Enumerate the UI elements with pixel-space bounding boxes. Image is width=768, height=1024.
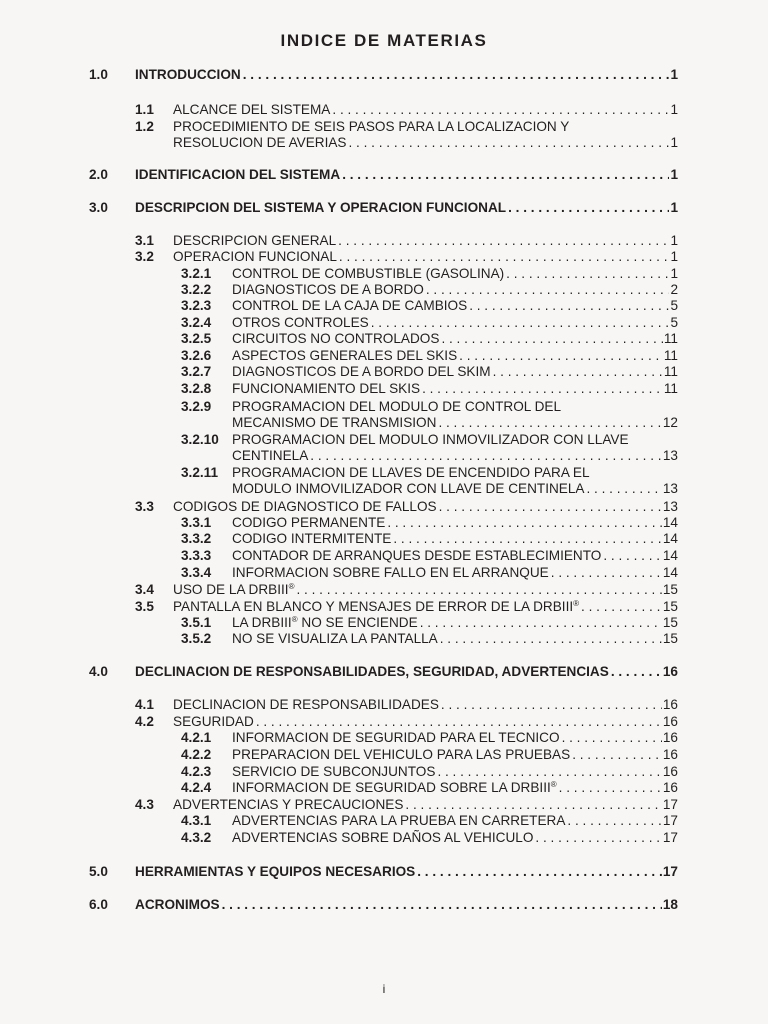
dot-leader: [440, 630, 662, 647]
toc-entry-title: OPERACION FUNCIONAL: [173, 249, 337, 264]
toc-entry-title: INFORMACION DE SEGURIDAD SOBRE LA DRBIII®: [232, 780, 557, 795]
toc-entry-number: 3.5: [135, 599, 154, 614]
toc-entry-line: [232, 829, 678, 846]
toc-entry-line: [173, 232, 678, 249]
toc-entry-title: ADVERTENCIAS SOBRE DAÑOS AL VEHICULO: [232, 830, 534, 845]
toc-entry-number: 3.3: [135, 499, 154, 514]
toc-entry-line: [232, 330, 678, 347]
toc-entry-page: 1: [670, 167, 678, 182]
toc-entry-page: 14: [662, 515, 678, 530]
dot-leader: [339, 248, 670, 265]
dot-leader: [611, 663, 662, 680]
toc-entry-page: 11: [663, 364, 678, 379]
toc-entry-line: [173, 796, 678, 813]
toc-entry-line: [232, 729, 678, 746]
toc-entry-page: 17: [662, 797, 678, 812]
toc-entry-page: 13: [662, 499, 678, 514]
toc-entry-line: [232, 281, 678, 298]
toc-entry-line: [135, 66, 678, 83]
toc-entry-number: 4.2.3: [181, 764, 212, 779]
toc-entry-number: 5.0: [89, 864, 108, 879]
toc-entry-title: CIRCUITOS NO CONTROLADOS: [232, 331, 440, 346]
toc-entry-title: PANTALLA EN BLANCO Y MENSAJES DE ERROR DE LA DRBIII®: [173, 599, 580, 614]
toc-entry-page: 2: [670, 282, 678, 297]
toc-entry-line: [135, 896, 678, 913]
toc-entry-number: 4.3: [135, 797, 154, 812]
toc-entry-number: 4.1: [135, 697, 154, 712]
toc-entry-title: DECLINACION DE RESPONSABILIDADES, SEGURIDAD, ADVERTENCIAS: [135, 664, 609, 679]
toc-entry-page: 14: [662, 531, 678, 546]
dot-leader: [439, 498, 662, 515]
toc-entry-title: ALCANCE DEL SISTEMA: [173, 102, 331, 117]
toc-entry-title-continued: MODULO INMOVILIZADOR CON LLAVE DE CENTINELA: [232, 481, 585, 496]
toc-entry-page: 16: [662, 730, 678, 745]
toc-entry-page: 1: [670, 249, 678, 264]
dot-leader: [506, 265, 669, 282]
toc-entry-title: ADVERTENCIAS PARA LA PRUEBA EN CARRETERA: [232, 813, 566, 828]
dot-leader: [572, 746, 662, 763]
toc-entry-page: 15: [662, 599, 678, 614]
toc-entry-number: 1.0: [89, 67, 108, 82]
dot-leader: [243, 66, 670, 83]
toc-entry-line: [232, 347, 678, 364]
toc-entry-number: 3.2.2: [181, 282, 212, 297]
toc-entry-title: DESCRIPCION DEL SISTEMA Y OPERACION FUNCIONAL: [135, 200, 507, 215]
toc-entry-title: IDENTIFICACION DEL SISTEMA: [135, 167, 341, 182]
toc-entry-page: 1: [670, 102, 678, 117]
toc-entry-page: 5: [670, 315, 678, 330]
dot-leader: [437, 763, 661, 780]
toc-entry-number: 4.3.1: [181, 813, 212, 828]
toc-entry-number: 4.2.4: [181, 780, 212, 795]
toc-entry-page: 17: [662, 864, 678, 879]
toc-entry-line: [173, 696, 678, 713]
toc-entry-title-continued: RESOLUCION DE AVERIAS: [173, 135, 347, 150]
toc-entry-line: [232, 763, 678, 780]
toc-entry-page: 16: [662, 780, 678, 795]
toc-entry-page: 12: [662, 415, 678, 430]
dot-leader: [310, 447, 662, 464]
toc-entry-page: 14: [662, 548, 678, 563]
toc-entry-number: 3.2.6: [181, 348, 212, 363]
toc-entry-page: 16: [662, 714, 678, 729]
toc-entry-line: [232, 530, 678, 547]
toc-entry-page: 11: [663, 331, 678, 346]
dot-leader: [332, 101, 669, 118]
page-number: i: [382, 982, 386, 996]
toc-entry-line: [232, 746, 678, 763]
toc-entry-line: [232, 297, 678, 314]
dot-leader: [562, 729, 662, 746]
toc-entry-number: 3.2.3: [181, 298, 212, 313]
toc-entry-line: [135, 199, 678, 216]
toc-entry-page: 16: [662, 764, 678, 779]
dot-leader: [508, 199, 669, 216]
toc-entry-page: 1: [670, 200, 678, 215]
toc-entry-page: 15: [662, 615, 678, 630]
toc-entry-line: [173, 581, 678, 598]
toc-entry-number: 3.2.9: [181, 399, 212, 414]
toc-entry-title: OTROS CONTROLES: [232, 315, 369, 330]
dot-leader: [438, 414, 661, 431]
toc-entry-number: 6.0: [89, 897, 108, 912]
toc-entry-number: 3.5.1: [181, 615, 212, 630]
toc-entry-line: [232, 314, 678, 331]
toc-entry-title: CONTROL DE LA CAJA DE CAMBIOS: [232, 298, 468, 313]
toc-entry-title: PROGRAMACION DE LLAVES DE ENCENDIDO PARA EL: [232, 465, 590, 480]
dot-leader: [603, 547, 662, 564]
dot-leader: [297, 581, 662, 598]
dot-leader: [405, 796, 661, 813]
toc-entry-number: 3.3.4: [181, 565, 212, 580]
toc-entry-number: 3.2.8: [181, 381, 212, 396]
toc-entry-title: INTRODUCCION: [135, 67, 241, 82]
toc-entry-number: 2.0: [89, 167, 108, 182]
dot-leader: [469, 297, 669, 314]
toc-entry-number: 1.2: [135, 119, 154, 134]
dot-leader: [551, 564, 662, 581]
toc-entry-number: 3.3.2: [181, 531, 212, 546]
toc-entry-number: 4.0: [89, 664, 108, 679]
toc-entry-line: [232, 564, 678, 581]
dot-leader: [587, 480, 662, 497]
toc-entry-line: [135, 663, 678, 680]
dot-leader: [535, 829, 661, 846]
dot-leader: [422, 380, 663, 397]
toc-entry-title: HERRAMIENTAS Y EQUIPOS NECESARIOS: [135, 864, 416, 879]
dot-leader: [567, 812, 661, 829]
toc-entry-title: USO DE LA DRBIII®: [173, 582, 295, 597]
toc-entry-line: [232, 779, 678, 796]
dot-leader: [342, 166, 669, 183]
toc-entry-line: [173, 598, 678, 615]
toc-entry-number: 3.2.11: [181, 465, 219, 480]
dot-leader: [441, 696, 662, 713]
toc-entry-continuation: [232, 480, 678, 497]
toc-entry-page: 5: [670, 298, 678, 313]
toc-entry-line: [173, 101, 678, 118]
dot-leader: [371, 314, 670, 331]
toc-entry-title: CONTADOR DE ARRANQUES DESDE ESTABLECIMIENTO: [232, 548, 602, 563]
dot-leader: [581, 598, 662, 615]
toc-entry-continuation: [232, 447, 678, 464]
toc-entry-page: 13: [662, 448, 678, 463]
toc-entry-number: 4.2.2: [181, 747, 212, 762]
dot-leader: [256, 713, 662, 730]
toc-entry-title: DIAGNOSTICOS DE A BORDO: [232, 282, 424, 297]
toc-entry-line: [135, 863, 678, 880]
toc-entry-line: [135, 166, 678, 183]
toc-entry-title-continued: CENTINELA: [232, 448, 309, 463]
toc-entry-title: CODIGOS DE DIAGNOSTICO DE FALLOS: [173, 499, 437, 514]
toc-entry-title: ADVERTENCIAS Y PRECAUCIONES: [173, 797, 404, 812]
toc-entry-title: CODIGO PERMANENTE: [232, 515, 386, 530]
dot-leader: [349, 134, 670, 151]
toc-entry-page: 11: [663, 348, 678, 363]
toc-entry-number: 1.1: [135, 102, 154, 117]
toc-entry-title: PROGRAMACION DEL MODULO INMOVILIZADOR CON LLAVE: [232, 432, 629, 447]
dot-leader: [222, 896, 662, 913]
page-title: INDICE DE MATERIAS: [280, 31, 488, 50]
toc-entry-page: 1: [670, 266, 678, 281]
toc-entry-line: [232, 265, 678, 282]
toc-entry-number: 3.5.2: [181, 631, 212, 646]
toc-entry-page: 17: [662, 830, 678, 845]
toc-entry-title: ASPECTOS GENERALES DEL SKIS: [232, 348, 458, 363]
toc-entry-line: [173, 248, 678, 265]
toc-entry-page: 17: [662, 813, 678, 828]
toc-entry-number: 3.2.5: [181, 331, 212, 346]
toc-entry-title: PREPARACION DEL VEHICULO PARA LAS PRUEBAS: [232, 747, 571, 762]
toc-entry-number: 3.3.1: [181, 515, 212, 530]
toc-entry-number: 4.2: [135, 714, 154, 729]
toc-entry-title: PROCEDIMIENTO DE SEIS PASOS PARA LA LOCALIZACION Y: [173, 119, 570, 134]
toc-entry-line: [232, 363, 678, 380]
toc-entry-title: DIAGNOSTICOS DE A BORDO DEL SKIM: [232, 364, 491, 379]
toc-entry-title: CODIGO INTERMITENTE: [232, 531, 392, 546]
toc-entry-title: LA DRBIII® NO SE ENCIENDE: [232, 615, 418, 630]
toc-entry-page: 1: [670, 135, 678, 150]
toc-entry-number: 3.2.1: [181, 266, 212, 281]
toc-entry-number: 3.0: [89, 200, 108, 215]
toc-entry-number: 3.2.4: [181, 315, 212, 330]
dot-leader: [559, 779, 662, 796]
toc-entry-line: [232, 514, 678, 531]
toc-entry-title: SERVICIO DE SUBCONJUNTOS: [232, 764, 436, 779]
toc-entry-number: 3.2.7: [181, 364, 212, 379]
toc-entry-page: 1: [670, 67, 678, 82]
dot-leader: [426, 281, 670, 298]
toc-entry-title: INFORMACION SOBRE FALLO EN EL ARRANQUE: [232, 565, 549, 580]
toc-entry-page: 1: [670, 233, 678, 248]
toc-entry-number: 3.3.3: [181, 548, 212, 563]
toc-entry-title: FUNCIONAMIENTO DEL SKIS: [232, 381, 421, 396]
toc-entry-title-continued: MECANISMO DE TRANSMISION: [232, 415, 437, 430]
toc-entry-title: SEGURIDAD: [173, 714, 254, 729]
toc-entry-number: 3.2.10: [181, 432, 219, 447]
dot-leader: [441, 330, 662, 347]
toc-entry-title: CONTROL DE COMBUSTIBLE (GASOLINA): [232, 266, 505, 281]
toc-entry-page: 11: [663, 381, 678, 396]
toc-entry-continuation: [173, 134, 678, 151]
toc-entry-title: DESCRIPCION GENERAL: [173, 233, 337, 248]
toc-entry-number: 4.2.1: [181, 730, 212, 745]
toc-entry-page: 14: [662, 565, 678, 580]
toc-entry-page: 16: [662, 664, 678, 679]
toc-entry-number: 4.3.2: [181, 830, 212, 845]
toc-entry-number: 3.1: [135, 233, 154, 248]
dot-leader: [493, 363, 663, 380]
toc-entry-title: DECLINACION DE RESPONSABILIDADES: [173, 697, 439, 712]
toc-entry-line: [232, 812, 678, 829]
toc-entry-line: [173, 713, 678, 730]
toc-entry-number: 3.2: [135, 249, 154, 264]
toc-entry-line: [232, 380, 678, 397]
dot-leader: [393, 530, 662, 547]
toc-entry-page: 16: [662, 697, 678, 712]
toc-entry-page: 15: [662, 631, 678, 646]
toc-entry-title: ACRONIMOS: [135, 897, 220, 912]
dot-leader: [459, 347, 663, 364]
dot-leader: [387, 514, 662, 531]
toc-entry-page: 15: [662, 582, 678, 597]
toc-entry-continuation: [232, 414, 678, 431]
toc-entry-line: [232, 630, 678, 647]
toc-entry-line: [232, 614, 678, 631]
dot-leader: [420, 614, 662, 631]
toc-entry-page: 13: [662, 481, 678, 496]
toc-entry-title: NO SE VISUALIZA LA PANTALLA: [232, 631, 438, 646]
toc-entry-page: 16: [662, 747, 678, 762]
toc-entry-line: [173, 498, 678, 515]
toc-entry-page: 18: [662, 897, 678, 912]
toc-entry-title: PROGRAMACION DEL MODULO DE CONTROL DEL: [232, 399, 562, 414]
toc-entry-title: INFORMACION DE SEGURIDAD PARA EL TECNICO: [232, 730, 560, 745]
dot-leader: [417, 863, 662, 880]
dot-leader: [338, 232, 669, 249]
toc-entry-line: [232, 547, 678, 564]
toc-entry-number: 3.4: [135, 582, 154, 597]
